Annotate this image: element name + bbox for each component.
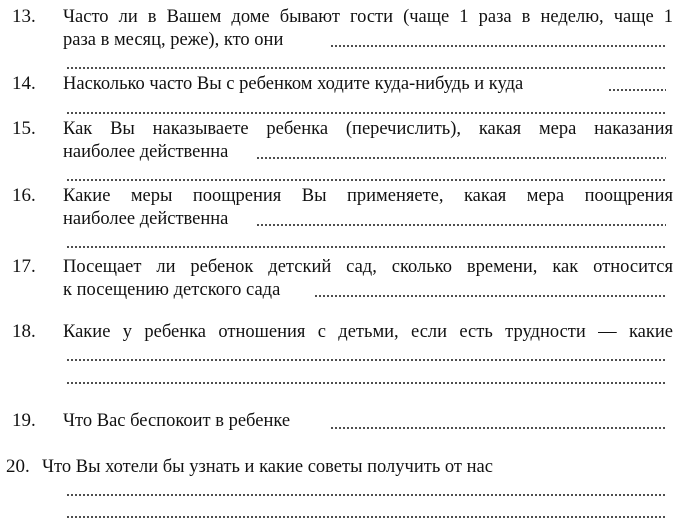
question-text: Часто ли в Вашем доме бывают гости (чаще 1 раза в неделю, чаще 1 [63, 7, 673, 27]
question-text: Какие меры поощрения Вы применяете, какая мера поощрения [63, 186, 673, 206]
question-number: 18. [12, 321, 36, 342]
answer-line[interactable] [66, 246, 666, 248]
question-number: 13. [12, 6, 36, 27]
question-number: 14. [12, 73, 36, 94]
question-text-continued: наиболее действенна [63, 209, 229, 229]
answer-line[interactable] [66, 112, 666, 114]
question-text: Что Вы хотели бы узнать и какие советы получить от нас [42, 457, 493, 477]
question-text: Как Вы наказываете ребенка (перечислить), какая мера наказания [63, 119, 673, 139]
answer-line[interactable] [66, 494, 666, 496]
answer-line[interactable] [66, 67, 666, 69]
answer-line[interactable] [66, 359, 666, 361]
question-number: 17. [12, 256, 36, 277]
answer-line[interactable] [608, 89, 666, 91]
answer-line[interactable] [66, 516, 666, 518]
question-number: 15. [12, 118, 36, 139]
question-text-continued: раза в месяц, реже), кто они [63, 30, 284, 50]
question-number: 19. [12, 410, 36, 431]
answer-line[interactable] [330, 45, 666, 47]
question-text: Какие у ребенка отношения с детьми, если есть трудности — какие [63, 322, 673, 342]
question-text: Посещает ли ребенок детский сад, сколько времени, как относится [63, 257, 673, 277]
question-text: Что Вас беспокоит в ребенке [63, 411, 291, 431]
answer-line[interactable] [256, 224, 666, 226]
answer-line[interactable] [256, 157, 666, 159]
answer-line[interactable] [66, 179, 666, 181]
question-text-continued: наиболее действенна [63, 142, 229, 162]
question-number: 20. [6, 456, 30, 477]
answer-line[interactable] [66, 382, 666, 384]
question-number: 16. [12, 185, 36, 206]
question-text: Насколько часто Вы с ребенком ходите куда-нибудь и куда [63, 74, 524, 94]
answer-line[interactable] [330, 427, 666, 429]
answer-line[interactable] [314, 295, 666, 297]
question-text-continued: к посещению детского сада [63, 280, 281, 300]
